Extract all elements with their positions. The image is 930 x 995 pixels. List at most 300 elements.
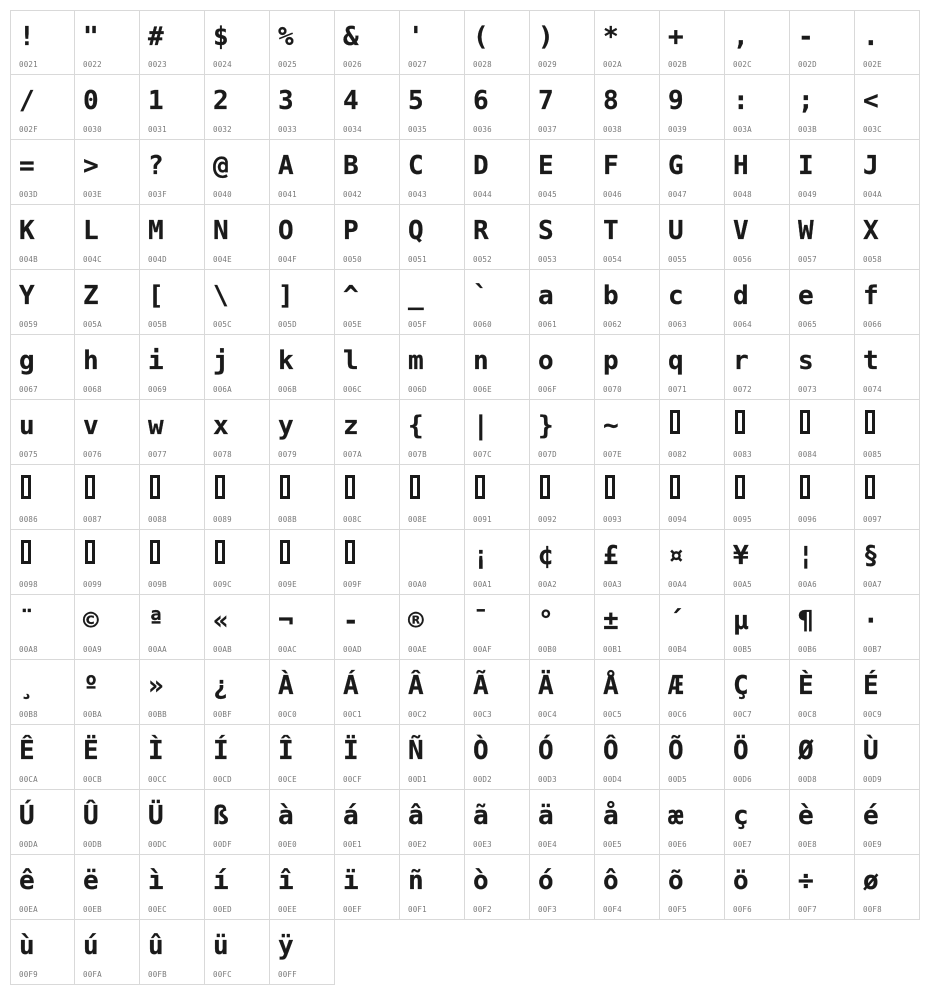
glyph-codepoint-label: 005A [83, 320, 102, 329]
glyph-codepoint-label: 00EF [343, 905, 362, 914]
glyph-sample: @ [213, 151, 229, 181]
glyph-sample: . [863, 22, 879, 52]
glyph-codepoint-label: 00B7 [863, 645, 882, 654]
glyph-codepoint-label: 00DA [19, 840, 38, 849]
glyph-codepoint-label: 0029 [538, 60, 557, 69]
missing-glyph-box-icon [150, 540, 160, 564]
glyph-codepoint-label: 00A3 [603, 580, 622, 589]
missing-glyph-box-icon [21, 540, 31, 564]
glyph-sample: ã [473, 801, 489, 831]
glyph-codepoint-label: 0033 [278, 125, 297, 134]
glyph-cell [725, 855, 790, 920]
glyph-codepoint-label: 008C [343, 515, 362, 524]
glyph-cell [725, 205, 790, 270]
glyph-sample: g [19, 346, 35, 376]
glyph-sample: © [83, 606, 99, 636]
glyph-sample: n [473, 346, 489, 376]
glyph-codepoint-label: 00F5 [668, 905, 687, 914]
glyph-cell [465, 10, 530, 75]
glyph-sample: D [473, 151, 489, 181]
glyph-codepoint-label: 00C6 [668, 710, 687, 719]
glyph-codepoint-label: 00D4 [603, 775, 622, 784]
glyph-codepoint-label: 003E [83, 190, 102, 199]
glyph-sample: N [213, 216, 229, 246]
glyph-cell [725, 335, 790, 400]
glyph-cell [335, 725, 400, 790]
glyph-cell [270, 140, 335, 205]
glyph-cell [270, 530, 335, 595]
glyph-codepoint-label: 00AF [473, 645, 492, 654]
glyph-sample: ° [538, 606, 554, 636]
glyph-cell [530, 270, 595, 335]
glyph-cell [140, 855, 205, 920]
missing-glyph-box-icon [150, 475, 160, 499]
glyph-cell [270, 595, 335, 660]
glyph-sample: & [343, 22, 359, 52]
glyph-sample: ¸ [19, 671, 35, 701]
glyph-codepoint-label: 008E [408, 515, 427, 524]
glyph-codepoint-label: 006B [278, 385, 297, 394]
glyph-codepoint-label: 00CC [148, 775, 167, 784]
glyph-cell [400, 140, 465, 205]
glyph-cell [205, 790, 270, 855]
glyph-codepoint-label: 0024 [213, 60, 232, 69]
glyph-cell [595, 400, 660, 465]
glyph-cell [270, 400, 335, 465]
glyph-sample: á [343, 801, 359, 831]
glyph-cell [660, 465, 725, 530]
glyph-sample: ¿ [213, 671, 229, 701]
glyph-codepoint-label: 00F6 [733, 905, 752, 914]
glyph-cell [465, 595, 530, 660]
glyph-codepoint-label: 0089 [213, 515, 232, 524]
glyph-codepoint-label: 0082 [668, 450, 687, 459]
glyph-codepoint-label: 00C1 [343, 710, 362, 719]
glyph-codepoint-label: 00CA [19, 775, 38, 784]
glyph-codepoint-label: 00CD [213, 775, 232, 784]
glyph-sample: Ï [343, 736, 359, 766]
glyph-codepoint-label: 0096 [798, 515, 817, 524]
glyph-sample: ¤ [668, 541, 684, 571]
glyph-codepoint-label: 00DF [213, 840, 232, 849]
glyph-sample: T [603, 216, 619, 246]
glyph-codepoint-label: 00E0 [278, 840, 297, 849]
glyph-cell [140, 205, 205, 270]
glyph-codepoint-label: 00E5 [603, 840, 622, 849]
glyph-cell [595, 530, 660, 595]
glyph-sample: k [278, 346, 294, 376]
glyph-cell [790, 335, 855, 400]
glyph-cell [75, 595, 140, 660]
glyph-sample: { [408, 411, 424, 441]
glyph-sample: v [83, 411, 99, 441]
glyph-cell [725, 400, 790, 465]
glyph-sample: ` [473, 281, 489, 311]
glyph-cell [10, 140, 75, 205]
glyph-cell [270, 725, 335, 790]
glyph-cell [10, 465, 75, 530]
glyph-cell [725, 595, 790, 660]
glyph-codepoint-label: 00C9 [863, 710, 882, 719]
missing-glyph-box-icon [800, 475, 810, 499]
glyph-cell [790, 530, 855, 595]
glyph-sample: ´ [668, 606, 684, 636]
glyph-cell [725, 660, 790, 725]
glyph-codepoint-label: 0054 [603, 255, 622, 264]
glyph-codepoint-label: 00A8 [19, 645, 38, 654]
missing-glyph-box-icon [540, 475, 550, 499]
glyph-cell [205, 660, 270, 725]
glyph-codepoint-label: 0088 [148, 515, 167, 524]
glyph-cell [530, 140, 595, 205]
glyph-sample: Î [278, 736, 294, 766]
glyph-cell [530, 660, 595, 725]
glyph-sample: h [83, 346, 99, 376]
glyph-codepoint-label: 005D [278, 320, 297, 329]
glyph-cell [465, 660, 530, 725]
glyph-codepoint-label: 0039 [668, 125, 687, 134]
glyph-cell [725, 75, 790, 140]
glyph-sample: O [278, 216, 294, 246]
glyph-codepoint-label: 0071 [668, 385, 687, 394]
glyph-cell [595, 725, 660, 790]
glyph-cell [270, 270, 335, 335]
glyph-sample: - [343, 606, 359, 636]
missing-glyph-box-icon [670, 475, 680, 499]
glyph-sample: s [798, 346, 814, 376]
glyph-codepoint-label: 00B4 [668, 645, 687, 654]
glyph-sample: ¦ [798, 541, 814, 571]
glyph-sample: j [213, 346, 229, 376]
glyph-codepoint-label: 00CE [278, 775, 297, 784]
glyph-sample: Y [19, 281, 35, 311]
glyph-cell [335, 75, 400, 140]
glyph-codepoint-label: 009F [343, 580, 362, 589]
glyph-cell [270, 75, 335, 140]
glyph-codepoint-label: 0034 [343, 125, 362, 134]
glyph-cell [790, 595, 855, 660]
glyph-cell [465, 465, 530, 530]
glyph-sample: » [148, 671, 164, 701]
glyph-codepoint-label: 004B [19, 255, 38, 264]
missing-glyph-box-icon [215, 475, 225, 499]
glyph-cell [660, 790, 725, 855]
glyph-codepoint-label: 0042 [343, 190, 362, 199]
glyph-codepoint-label: 006A [213, 385, 232, 394]
glyph-sample: ) [538, 22, 554, 52]
glyph-sample: I [798, 151, 814, 181]
glyph-codepoint-label: 00A6 [798, 580, 817, 589]
glyph-codepoint-label: 0091 [473, 515, 492, 524]
glyph-sample: ~ [603, 411, 619, 441]
glyph-cell [465, 530, 530, 595]
glyph-cell [595, 465, 660, 530]
glyph-cell [140, 140, 205, 205]
glyph-cell [75, 855, 140, 920]
glyph-cell [855, 75, 920, 140]
glyph-codepoint-label: 00EE [278, 905, 297, 914]
glyph-sample: ó [538, 866, 554, 896]
glyph-cell [790, 75, 855, 140]
glyph-sample: G [668, 151, 684, 181]
glyph-cell [140, 335, 205, 400]
glyph-cell [855, 205, 920, 270]
glyph-codepoint-label: 007D [538, 450, 557, 459]
glyph-codepoint-label: 0058 [863, 255, 882, 264]
glyph-cell [595, 660, 660, 725]
glyph-cell [75, 400, 140, 465]
glyph-cell [790, 205, 855, 270]
glyph-cell [465, 790, 530, 855]
glyph-sample: ò [473, 866, 489, 896]
glyph-sample: 1 [148, 86, 164, 116]
glyph-codepoint-label: 00C0 [278, 710, 297, 719]
glyph-cell [335, 400, 400, 465]
glyph-sample: õ [668, 866, 684, 896]
glyph-codepoint-label: 0023 [148, 60, 167, 69]
glyph-sample: 2 [213, 86, 229, 116]
glyph-cell [75, 140, 140, 205]
glyph-codepoint-label: 00CB [83, 775, 102, 784]
glyph-cell [530, 530, 595, 595]
glyph-cell [595, 790, 660, 855]
glyph-codepoint-label: 00F4 [603, 905, 622, 914]
glyph-sample: µ [733, 606, 749, 636]
glyph-codepoint-label: 0028 [473, 60, 492, 69]
glyph-sample: ë [83, 866, 99, 896]
glyph-cell [335, 855, 400, 920]
glyph-codepoint-label: 0021 [19, 60, 38, 69]
glyph-sample: X [863, 216, 879, 246]
glyph-codepoint-label: 0031 [148, 125, 167, 134]
glyph-cell [400, 660, 465, 725]
glyph-codepoint-label: 00FA [83, 970, 102, 979]
glyph-grid [10, 10, 920, 985]
glyph-sample: Â [408, 671, 424, 701]
glyph-sample: : [733, 86, 749, 116]
glyph-codepoint-label: 0036 [473, 125, 492, 134]
glyph-sample: y [278, 411, 294, 441]
glyph-cell [270, 10, 335, 75]
glyph-codepoint-label: 0076 [83, 450, 102, 459]
glyph-cell [660, 530, 725, 595]
glyph-sample: | [473, 411, 489, 441]
glyph-sample: ® [408, 606, 424, 636]
glyph-sample: # [148, 22, 164, 52]
glyph-sample: è [798, 801, 814, 831]
glyph-codepoint-label: 00E3 [473, 840, 492, 849]
glyph-cell [530, 725, 595, 790]
glyph-codepoint-label: 007C [473, 450, 492, 459]
glyph-codepoint-label: 00C5 [603, 710, 622, 719]
glyph-codepoint-label: 0053 [538, 255, 557, 264]
glyph-sample: Í [213, 736, 229, 766]
glyph-sample: ÿ [278, 931, 294, 961]
glyph-cell [530, 790, 595, 855]
glyph-sample: J [863, 151, 879, 181]
glyph-sample: Ø [798, 736, 814, 766]
glyph-cell [465, 75, 530, 140]
glyph-sample: R [473, 216, 489, 246]
glyph-cell [855, 140, 920, 205]
glyph-sample: À [278, 671, 294, 701]
glyph-sample: m [408, 346, 424, 376]
glyph-sample: Q [408, 216, 424, 246]
glyph-sample: ä [538, 801, 554, 831]
glyph-sample: " [83, 22, 99, 52]
glyph-codepoint-label: 00D5 [668, 775, 687, 784]
glyph-sample: ¨ [19, 606, 35, 636]
missing-glyph-box-icon [280, 540, 290, 564]
glyph-codepoint-label: 00AE [408, 645, 427, 654]
glyph-cell [790, 10, 855, 75]
glyph-cell [400, 595, 465, 660]
glyph-cell [140, 790, 205, 855]
glyph-sample: E [538, 151, 554, 181]
glyph-sample: P [343, 216, 359, 246]
glyph-sample: Ã [473, 671, 489, 701]
glyph-sample: Ù [863, 736, 879, 766]
glyph-cell [400, 465, 465, 530]
glyph-sample: å [603, 801, 619, 831]
glyph-codepoint-label: 009C [213, 580, 232, 589]
glyph-codepoint-label: 0074 [863, 385, 882, 394]
glyph-sample: x [213, 411, 229, 441]
glyph-cell [205, 855, 270, 920]
glyph-sample: , [733, 22, 749, 52]
glyph-sample: Ê [19, 736, 35, 766]
glyph-cell [10, 725, 75, 790]
glyph-codepoint-label: 00F3 [538, 905, 557, 914]
glyph-sample: W [798, 216, 814, 246]
glyph-codepoint-label: 0056 [733, 255, 752, 264]
glyph-codepoint-label: 0059 [19, 320, 38, 329]
glyph-cell [660, 335, 725, 400]
glyph-sample: + [668, 22, 684, 52]
glyph-sample: d [733, 281, 749, 311]
glyph-cell [465, 400, 530, 465]
glyph-codepoint-label: 00F7 [798, 905, 817, 914]
glyph-cell [400, 10, 465, 75]
glyph-sample: A [278, 151, 294, 181]
glyph-cell [790, 400, 855, 465]
glyph-codepoint-label: 0041 [278, 190, 297, 199]
glyph-sample: t [863, 346, 879, 376]
glyph-sample: Ó [538, 736, 554, 766]
glyph-sample: ç [733, 801, 749, 831]
glyph-cell [10, 205, 75, 270]
glyph-cell [335, 530, 400, 595]
glyph-cell [140, 10, 205, 75]
glyph-sample: ¡ [473, 541, 489, 571]
glyph-cell [75, 270, 140, 335]
glyph-sample: ª [148, 606, 164, 636]
glyph-sample: ^ [343, 281, 359, 311]
glyph-cell [595, 855, 660, 920]
glyph-sample: z [343, 411, 359, 441]
glyph-sample: Å [603, 671, 619, 701]
glyph-codepoint-label: 0022 [83, 60, 102, 69]
glyph-cell [725, 790, 790, 855]
missing-glyph-box-icon [345, 540, 355, 564]
glyph-cell [75, 790, 140, 855]
glyph-cell [205, 400, 270, 465]
glyph-codepoint-label: 00AB [213, 645, 232, 654]
glyph-codepoint-label: 0052 [473, 255, 492, 264]
glyph-codepoint-label: 00B6 [798, 645, 817, 654]
glyph-sample: < [863, 86, 879, 116]
glyph-codepoint-label: 009E [278, 580, 297, 589]
glyph-cell [465, 335, 530, 400]
glyph-sample: û [148, 931, 164, 961]
glyph-sample: % [278, 22, 294, 52]
glyph-cell [725, 10, 790, 75]
glyph-sample: Ö [733, 736, 749, 766]
glyph-sample: q [668, 346, 684, 376]
glyph-sample: Ñ [408, 736, 424, 766]
glyph-sample: ; [798, 86, 814, 116]
glyph-sample: ù [19, 931, 35, 961]
glyph-sample: ? [148, 151, 164, 181]
glyph-cell [140, 400, 205, 465]
glyph-codepoint-label: 00AA [148, 645, 167, 654]
glyph-cell [10, 335, 75, 400]
glyph-codepoint-label: 0051 [408, 255, 427, 264]
glyph-codepoint-label: 0092 [538, 515, 557, 524]
glyph-sample: 3 [278, 86, 294, 116]
glyph-cell [530, 75, 595, 140]
glyph-cell [465, 270, 530, 335]
glyph-cell [855, 660, 920, 725]
glyph-sample: U [668, 216, 684, 246]
glyph-sample: æ [668, 801, 684, 831]
glyph-sample: ¬ [278, 606, 294, 636]
glyph-cell [140, 725, 205, 790]
glyph-cell [660, 270, 725, 335]
glyph-cell [335, 10, 400, 75]
glyph-cell [790, 270, 855, 335]
glyph-cell [270, 855, 335, 920]
glyph-cell [400, 335, 465, 400]
missing-glyph-box-icon [800, 410, 810, 434]
glyph-codepoint-label: 0078 [213, 450, 232, 459]
glyph-codepoint-label: 00AD [343, 645, 362, 654]
glyph-codepoint-label: 0069 [148, 385, 167, 394]
glyph-sample: S [538, 216, 554, 246]
glyph-codepoint-label: 00B0 [538, 645, 557, 654]
glyph-cell [660, 725, 725, 790]
glyph-cell [140, 75, 205, 140]
glyph-codepoint-label: 0073 [798, 385, 817, 394]
glyph-sample: ï [343, 866, 359, 896]
glyph-codepoint-label: 009B [148, 580, 167, 589]
glyph-cell [595, 595, 660, 660]
glyph-codepoint-label: 00BA [83, 710, 102, 719]
glyph-cell [725, 725, 790, 790]
glyph-codepoint-label: 00F8 [863, 905, 882, 914]
glyph-cell [400, 75, 465, 140]
glyph-codepoint-label: 00A5 [733, 580, 752, 589]
glyph-sample: î [278, 866, 294, 896]
glyph-sample: i [148, 346, 164, 376]
glyph-cell [660, 140, 725, 205]
glyph-codepoint-label: 0087 [83, 515, 102, 524]
glyph-cell [75, 725, 140, 790]
glyph-sample: c [668, 281, 684, 311]
glyph-cell [140, 270, 205, 335]
glyph-cell [660, 660, 725, 725]
glyph-codepoint-label: 003B [798, 125, 817, 134]
